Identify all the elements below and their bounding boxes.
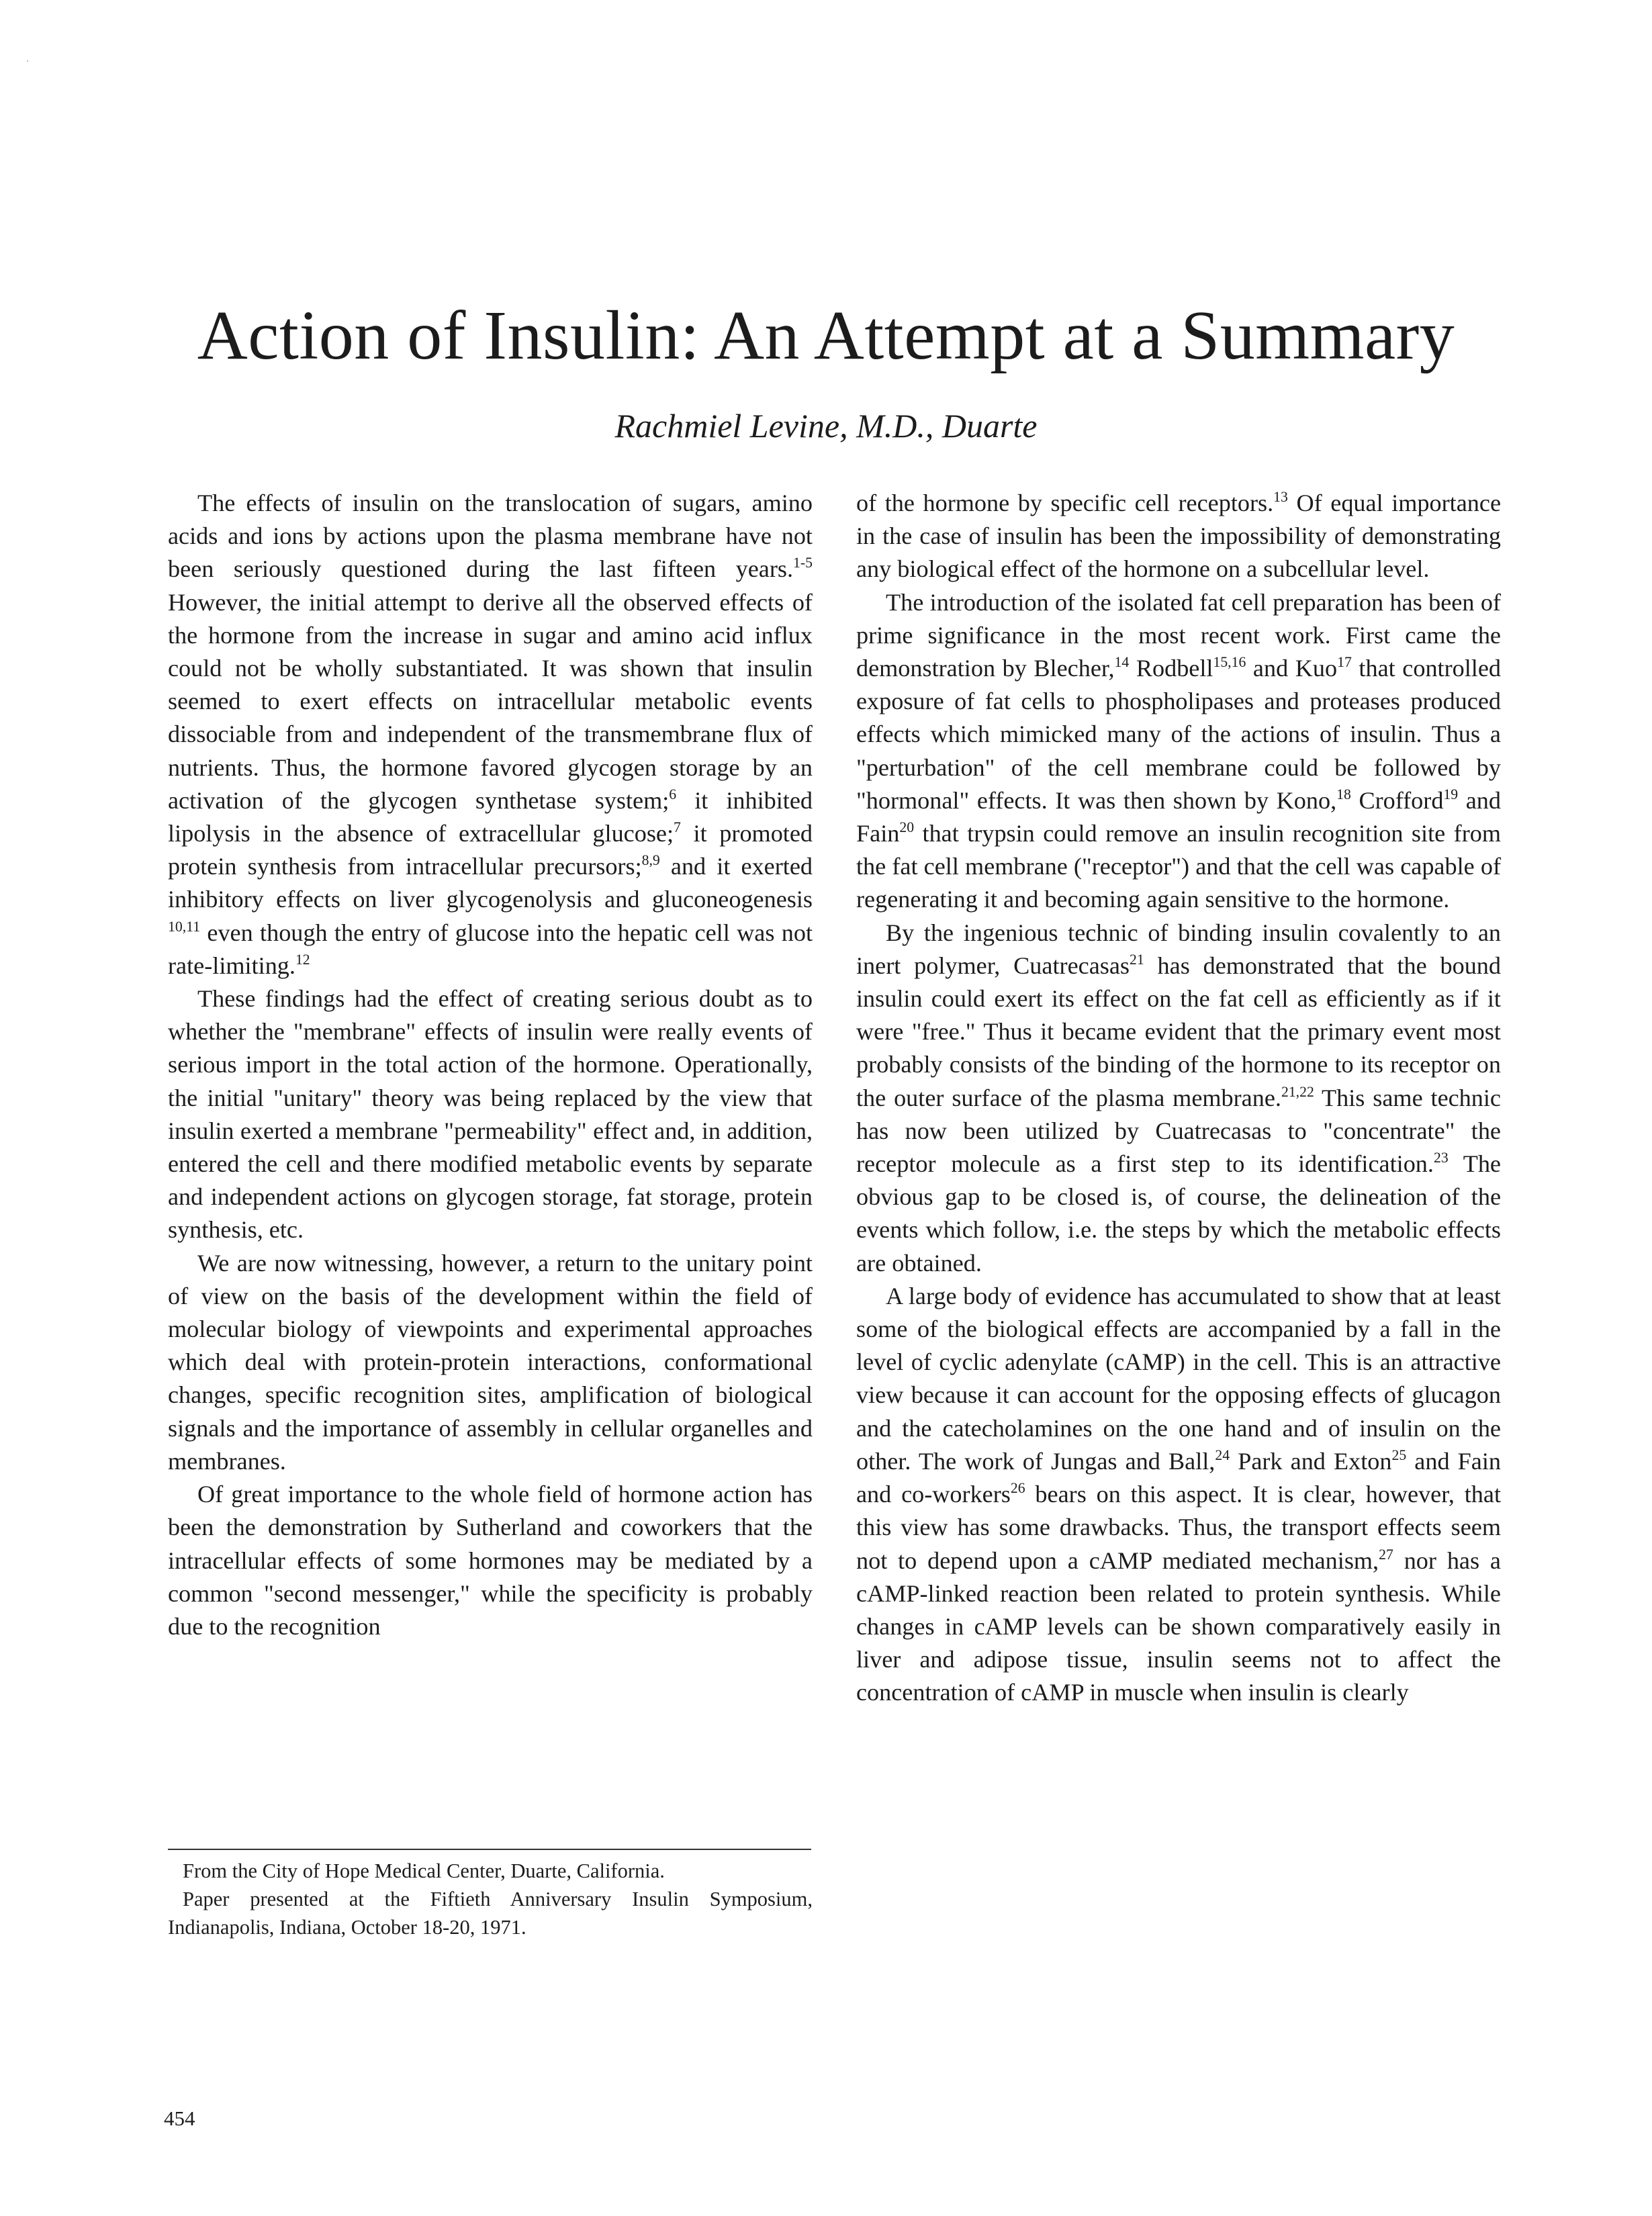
paragraph: By the ingenious technic of binding insulin covalently to an inert polymer, Cuatrecasas$^{21}$ has demonstrated that the bound insulin could exert its effect on the fat cell as efficiently as if it were "free." Thus it became evident that the primary event most probably consists of the binding of the hormone to its receptor on the outer surface of the plasma membrane.$^{21,22}$ This same technic has now been utilized by Cuatrecasas to "concentrate" the receptor molecule as a first step to its identification.$^{23}$ The obvious gap to be closed is, of course, the delineation of the events which follow, i.e. the steps by which the metabolic effects are obtained. bbox=[856, 919, 1501, 1277]
paragraph: of the hormone by specific cell receptors.$^{13}$ Of equal importance in the case of insulin has been the impossibility of demonstrating any biological effect of the hormone on a subcellular level. bbox=[856, 488, 1501, 583]
paragraph: The introduction of the isolated fat cell preparation has been of prime significance in the most recent work. First came the demonstration by Blecher,$^{14}$ Rodbell$^{15,16}$ and Kuo$^{17}$ that controlled exposure of fat cells to phospholipases and proteases produced effects which mimicked many of the actions of insulin. Thus a "perturbation" of the cell membrane could be followed by "hormonal" effects. It was then shown by Kono,$^{18}$ Crofford$^{19}$ and Fain$^{20}$ that trypsin could remove an insulin recognition site from the fat cell membrane ("receptor") and that the cell was capable of regenerating it and becoming again sensitive to the hormone. bbox=[856, 588, 1501, 913]
reference-superscript: 18 bbox=[1336, 786, 1351, 802]
reference-superscript: 10,11 bbox=[168, 918, 201, 935]
reference-superscript: 8,9 bbox=[641, 852, 660, 869]
article-title: Action of Insulin: An Attempt at a Summary bbox=[197, 297, 1455, 374]
reference-superscript: 17 bbox=[1337, 653, 1352, 670]
paragraph: Of great importance to the whole field of hormone action has been the demonstration by Sutherland and coworkers that the intracellular effects of some hormones may be mediated by a common "second messenger," while the specificity is probably due to the recognition bbox=[168, 1481, 813, 1640]
footnote bbox=[168, 1857, 813, 1941]
reference-superscript: 14 bbox=[1114, 653, 1130, 670]
footnote-affiliation: From the City of Hope Medical Center, Duarte, California. bbox=[183, 1859, 665, 1882]
right-column bbox=[856, 487, 1501, 1710]
paragraph: We are now witnessing, however, a return to the unitary point of view on the basis of the development within the field of molecular biology of viewpoints and experimental approaches which deal with protein-protein interactions, conformational changes, specific recognition sites, amplification of biological signals and the importance of assembly in cellular organelles and membranes. bbox=[168, 1249, 813, 1475]
left-column bbox=[168, 487, 813, 1643]
paragraph: The effects of insulin on the translocation of sugars, amino acids and ions by actions upon the plasma membrane have not been seriously questioned during the last fifteen years.$^{1-5}$ However, the initial attempt to derive all the observed effects of the hormone from the increase in sugar and amino acid influx could not be wholly substantiated. It was shown that insulin seemed to exert effects on intracellular metabolic events dissociable from and independent of the transmembrane flux of nutrients. Thus, the hormone favored glycogen storage by an activation of the glycogen synthetase system;$^6$ it inhibited lipolysis in the absence of extracellular glucose;$^7$ it promoted protein synthesis from intracellular precursors;$^{8,9}$ and it exerted inhibitory effects on liver glycogenolysis and gluconeogenesis $^{10,11}$ even though the entry of glucose into the hepatic cell was not rate-limiting.$^{12}$ bbox=[168, 490, 813, 979]
reference-superscript: 19 bbox=[1443, 786, 1459, 802]
footnote-rule bbox=[168, 1849, 811, 1850]
reference-superscript: 21 bbox=[1129, 951, 1144, 968]
reference-superscript: 20 bbox=[899, 819, 915, 835]
reference-superscript: 26 bbox=[1010, 1479, 1025, 1496]
reference-superscript: 6 bbox=[669, 786, 677, 802]
article-author: Rachmiel Levine, M.D., Duarte bbox=[614, 407, 1038, 445]
reference-superscript: 7 bbox=[674, 819, 681, 835]
reference-superscript: 12 bbox=[295, 951, 310, 968]
paragraph: A large body of evidence has accumulated to show that at least some of the biological effects are accompanied by a fall in the level of cyclic adenylate (cAMP) in the cell. This is an attractive view because it can account for the opposing effects of glucagon and the catecholamines on the one hand and of insulin on the other. The work of Jungas and Ball,$^{24}$ Park and Exton$^{25}$ and Fain and co-workers$^{26}$ bears on this aspect. It is clear, however, that this view has some drawbacks. Thus, the transport effects seem not to depend upon a cAMP mediated mechanism,$^{27}$ nor has a cAMP-linked reaction been related to protein synthesis. While changes in cAMP levels can be shown comparatively easily in liver and adipose tissue, insulin seems not to affect the concentration of cAMP in muscle when insulin is clearly bbox=[856, 1282, 1501, 1706]
reference-superscript: 13 bbox=[1273, 488, 1288, 505]
reference-superscript: 21,22 bbox=[1281, 1083, 1314, 1100]
scan-speck bbox=[27, 60, 28, 62]
reference-superscript: 25 bbox=[1391, 1446, 1407, 1463]
reference-superscript: 23 bbox=[1433, 1149, 1449, 1166]
reference-superscript: 24 bbox=[1215, 1446, 1230, 1463]
reference-superscript: 15,16 bbox=[1213, 653, 1246, 670]
reference-superscript: 27 bbox=[1379, 1546, 1393, 1563]
paragraph: These findings had the effect of creating serious doubt as to whether the "membrane" effects of insulin were really events of serious import in the total action of the hormone. Operationally, the initial "unitary" theory was being replaced by the view that insulin exerted a membrane "permeability" effect and, in addition, entered the cell and there modified metabolic events by separate and independent actions on glycogen storage, fat storage, protein synthesis, etc. bbox=[168, 985, 813, 1244]
reference-superscript: 1-5 bbox=[793, 555, 813, 571]
page-number: 454 bbox=[164, 2107, 195, 2130]
footnote-presentation: Paper presented at the Fiftieth Anniversary Insulin Symposium, Indianapolis, Indiana, October 18-20, 1971. bbox=[168, 1888, 813, 1939]
